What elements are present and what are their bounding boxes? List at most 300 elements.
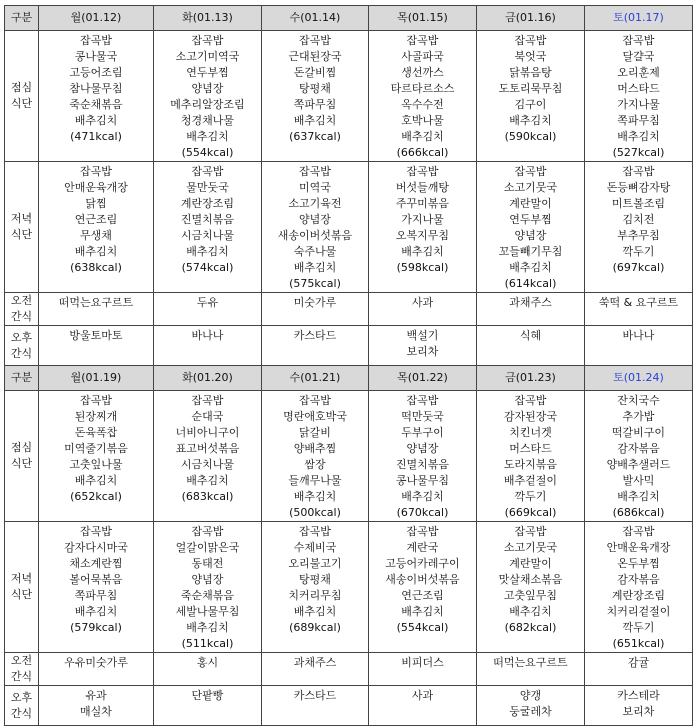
menu-item: 추가밥	[622, 410, 655, 423]
menu-item: 우유미숫가루	[64, 656, 128, 669]
meal-type-label-line: 오전	[10, 294, 33, 307]
menu-item: 매실차	[80, 705, 112, 718]
meal-type-label-line: 식단	[10, 457, 33, 470]
menu-item: 떠먹는요구르트	[58, 296, 134, 309]
menu-item: 배추김치	[293, 490, 337, 503]
menu-item: (697kcal)	[612, 261, 665, 274]
menu-cell	[154, 326, 262, 366]
menu-item: 바나나	[191, 329, 224, 342]
menu-cell	[585, 326, 693, 366]
header-category: 구분	[5, 6, 39, 31]
menu-item: 옥수수전	[401, 98, 444, 111]
menu-item: 배추김치	[293, 261, 337, 274]
menu-item: (574kcal)	[181, 261, 234, 274]
menu-cell	[39, 31, 154, 162]
menu-item: 오복지무침	[395, 229, 450, 242]
menu-item: 계란장조림	[611, 589, 666, 602]
menu-item: 유과	[85, 689, 107, 702]
menu-cell	[154, 522, 262, 653]
menu-item: 방울토마토	[69, 329, 123, 342]
menu-item: 잡곡밥	[299, 34, 331, 47]
menu-item: 동태전	[191, 557, 224, 570]
menu-item: 배추김치	[186, 474, 229, 487]
menu-item: 꼬들빼기무침	[498, 245, 563, 258]
meal-row	[5, 31, 693, 162]
menu-item: 연두부찜	[509, 213, 552, 226]
menu-item: 잡곡밥	[80, 394, 112, 407]
menu-item: 잡곡밥	[622, 525, 655, 538]
menu-cell	[262, 522, 369, 653]
menu-cell	[154, 162, 262, 293]
meal-type-label-line: 간식	[10, 346, 33, 360]
menu-cell	[585, 162, 693, 293]
menu-item: 호박나물	[401, 114, 444, 127]
meal-row	[5, 686, 693, 726]
menu-item: 잡곡밥	[514, 394, 547, 407]
meal-type-label	[5, 162, 39, 293]
menu-item: 배추김치	[74, 605, 118, 618]
day-header: 토(01.17)	[585, 6, 693, 31]
menu-item: (669kcal)	[504, 506, 557, 519]
menu-item: 배추김치	[74, 245, 118, 258]
menu-item: 주꾸미볶음	[395, 197, 450, 210]
menu-item: 오리훈제	[617, 66, 660, 79]
menu-item: 들깨무나물	[288, 474, 342, 487]
day-header: 금(01.16)	[477, 6, 585, 31]
menu-item: 치커리겉절이	[606, 605, 671, 618]
menu-item: 양배추찜	[293, 442, 337, 455]
day-header: 월(01.19)	[39, 366, 154, 391]
menu-item: 죽순채볶음	[180, 589, 235, 602]
menu-item: 양념장	[514, 229, 547, 242]
menu-item: 고춧잎나물	[69, 458, 123, 471]
meal-type-label-line: 점심	[10, 441, 33, 454]
menu-item: 잡곡밥	[299, 394, 331, 407]
menu-item: 닭찜	[85, 197, 107, 210]
menu-item: 양념장	[299, 213, 331, 226]
menu-item: 소고기미역국	[175, 50, 240, 63]
menu-item: 떠먹는요구르트	[493, 656, 568, 669]
menu-item: 고등어조림	[69, 66, 123, 79]
menu-item: 순대국	[191, 410, 224, 423]
meal-plan-table	[4, 5, 693, 726]
menu-item: 단팥빵	[191, 689, 224, 702]
menu-item: 시금치나물	[180, 458, 235, 471]
menu-cell	[477, 293, 585, 326]
menu-item: 가지나물	[617, 98, 660, 111]
meal-row	[5, 326, 693, 366]
menu-item: 미역줄기볶음	[64, 442, 128, 455]
menu-item: 탕평채	[299, 573, 331, 586]
menu-item: 메추리알장조림	[170, 98, 245, 111]
menu-item: 둥굴레차	[509, 705, 552, 718]
menu-item: 사과	[411, 689, 434, 702]
day-header: 토(01.24)	[585, 366, 693, 391]
menu-item: (527kcal)	[612, 146, 665, 159]
menu-item: 쪽파무침	[293, 98, 337, 111]
menu-cell	[154, 31, 262, 162]
menu-cell	[39, 326, 154, 366]
meal-type-label	[5, 326, 39, 366]
menu-cell	[585, 653, 693, 686]
menu-item: 얼갈이맑은국	[175, 541, 240, 554]
menu-item: (670kcal)	[396, 506, 449, 519]
menu-item: 새송이버섯볶음	[385, 573, 460, 586]
menu-cell	[369, 391, 477, 522]
menu-item: 배추김치	[509, 114, 552, 127]
header-category: 구분	[5, 366, 39, 391]
menu-item: 잡곡밥	[80, 34, 112, 47]
menu-item: 소고기육전	[288, 197, 342, 210]
menu-item: 비피더스	[401, 656, 444, 669]
menu-item: (652kcal)	[70, 490, 122, 503]
menu-item: 잡곡밥	[406, 394, 439, 407]
menu-item: 잡곡밥	[80, 525, 112, 538]
menu-item: 배추김치	[401, 490, 444, 503]
menu-item: 달걀국	[622, 50, 655, 63]
menu-item: 과채주스	[509, 296, 552, 309]
menu-item: 안매운육개장	[64, 181, 128, 194]
menu-item: 배추김치	[293, 114, 337, 127]
meal-type-label-line: 식단	[10, 228, 33, 241]
menu-item: 미숫가루	[293, 296, 337, 309]
menu-cell	[154, 653, 262, 686]
menu-item: 숙주나물	[293, 245, 337, 258]
menu-item: 탕평채	[299, 82, 331, 95]
menu-item: 진멸치볶음	[180, 213, 235, 226]
menu-item: 카스타드	[293, 689, 337, 702]
menu-item: 청경채나물	[180, 114, 235, 127]
menu-item: 오리불고기	[288, 557, 342, 570]
menu-cell	[369, 686, 477, 726]
menu-item: (554kcal)	[396, 621, 449, 634]
menu-item: 홍시	[196, 656, 219, 669]
menu-item: (511kcal)	[181, 637, 234, 650]
meal-type-label	[5, 391, 39, 522]
menu-item: 돈갈비찜	[293, 66, 337, 79]
menu-cell	[477, 686, 585, 726]
menu-item: 감자다시마국	[64, 541, 128, 554]
menu-item: 잡곡밥	[406, 34, 439, 47]
menu-item: 잡곡밥	[406, 165, 439, 178]
menu-item: 세발나물무침	[175, 605, 240, 618]
menu-item: 잡곡밥	[191, 525, 224, 538]
day-header: 수(01.21)	[262, 366, 369, 391]
day-header: 목(01.22)	[369, 366, 477, 391]
menu-cell	[369, 162, 477, 293]
menu-item: 계란장조림	[180, 197, 235, 210]
menu-item: 너비아니구이	[175, 426, 240, 439]
menu-item: 안매운육개장	[606, 541, 671, 554]
menu-cell	[585, 522, 693, 653]
menu-item: 잡곡밥	[191, 394, 224, 407]
menu-cell	[39, 653, 154, 686]
menu-item: 근대된장국	[288, 50, 342, 63]
menu-item: 바나나	[622, 329, 655, 342]
menu-cell	[477, 326, 585, 366]
menu-item: (575kcal)	[289, 277, 341, 290]
menu-item: 연두부찜	[186, 66, 229, 79]
menu-item: 김구이	[514, 98, 547, 111]
menu-item: 물만둣국	[186, 181, 229, 194]
menu-item: 보리차	[622, 705, 655, 718]
menu-item: 잡곡밥	[80, 165, 112, 178]
menu-cell	[154, 293, 262, 326]
menu-item: 배추김치	[401, 130, 444, 143]
menu-item: 부추무침	[617, 229, 660, 242]
meal-type-label-line: 식단	[10, 588, 33, 601]
menu-item: (500kcal)	[289, 506, 341, 519]
menu-cell	[477, 653, 585, 686]
meal-row	[5, 653, 693, 686]
meal-type-label-line: 간식	[10, 670, 33, 683]
menu-item: 백설기	[406, 329, 439, 342]
menu-item: 양갱	[519, 689, 542, 702]
menu-cell	[39, 522, 154, 653]
menu-item: 미역국	[299, 181, 331, 194]
menu-item: 배추김치	[401, 605, 444, 618]
menu-item: 죽순채볶음	[69, 98, 123, 111]
meal-row	[5, 391, 693, 522]
menu-item: 돈등뼈감자탕	[606, 181, 671, 194]
menu-item: 명란애호박국	[283, 410, 347, 423]
menu-item: 떡갈비구이	[611, 426, 666, 439]
menu-item: 고춧잎무침	[503, 589, 558, 602]
menu-item: 연근조림	[401, 589, 444, 602]
menu-item: (689kcal)	[289, 621, 341, 634]
menu-item: 치킨너겟	[509, 426, 552, 439]
menu-item: 도토리묵무침	[498, 82, 563, 95]
menu-item: 배추김치	[186, 130, 229, 143]
day-header: 월(01.12)	[39, 6, 154, 31]
meal-type-label	[5, 653, 39, 686]
menu-cell	[369, 293, 477, 326]
menu-item: 계란말이	[509, 197, 552, 210]
menu-item: 도라지볶음	[503, 458, 558, 471]
menu-item: 배추김치	[186, 245, 229, 258]
menu-cell	[477, 391, 585, 522]
menu-item: 과채주스	[293, 656, 337, 669]
menu-item: 된장찌개	[74, 410, 118, 423]
menu-cell	[262, 653, 369, 686]
menu-item: 김치전	[622, 213, 655, 226]
meal-type-label	[5, 31, 39, 162]
menu-item: 사과	[411, 296, 434, 309]
menu-item: 깍두기	[622, 621, 655, 634]
menu-item: 잡곡밥	[514, 525, 547, 538]
menu-cell	[585, 686, 693, 726]
menu-cell	[39, 293, 154, 326]
menu-item: 배추김치	[401, 245, 444, 258]
day-header: 금(01.23)	[477, 366, 585, 391]
menu-item: (554kcal)	[181, 146, 234, 159]
menu-item: 배추김치	[74, 474, 118, 487]
menu-item: (471kcal)	[70, 130, 122, 143]
menu-item: 보리차	[406, 345, 439, 358]
menu-cell	[585, 31, 693, 162]
week-header-row	[5, 366, 693, 391]
menu-item: 버섯들깨탕	[395, 181, 450, 194]
menu-cell	[585, 293, 693, 326]
menu-cell	[154, 686, 262, 726]
menu-item: 깍두기	[622, 245, 655, 258]
day-header: 화(01.20)	[154, 366, 262, 391]
menu-item: 소고기뭇국	[503, 541, 558, 554]
menu-item: (590kcal)	[504, 130, 557, 143]
meal-row	[5, 162, 693, 293]
menu-item: 잡곡밥	[191, 165, 224, 178]
menu-cell	[369, 326, 477, 366]
menu-item: 진멸치볶음	[395, 458, 450, 471]
menu-item: 콩나물무침	[395, 474, 450, 487]
menu-item: 잡곡밥	[514, 34, 547, 47]
menu-item: 배추김치	[186, 621, 229, 634]
meal-type-label-line: 식단	[10, 97, 33, 110]
menu-cell	[39, 686, 154, 726]
meal-type-label-line: 점심	[10, 81, 33, 94]
menu-item: 두유	[196, 296, 219, 309]
menu-item: 닭갈비	[299, 426, 331, 439]
menu-item: 발사믹	[622, 474, 655, 487]
menu-item: 감귤	[627, 656, 650, 669]
menu-item: 머스타드	[509, 442, 552, 455]
menu-item: 배추김치	[293, 605, 337, 618]
menu-item: 돈육폭찹	[74, 426, 118, 439]
menu-item: 쪽파무침	[617, 114, 660, 127]
menu-item: 배추김치	[617, 130, 660, 143]
menu-cell	[262, 326, 369, 366]
menu-cell	[477, 522, 585, 653]
menu-item: 온두부찜	[617, 557, 660, 570]
menu-item: 감자볶음	[617, 573, 660, 586]
menu-item: 미트볼조림	[611, 197, 666, 210]
menu-item: 머스타드	[617, 82, 660, 95]
day-header: 수(01.14)	[262, 6, 369, 31]
meal-type-label-line: 간식	[10, 706, 33, 720]
menu-item: 계란말이	[509, 557, 552, 570]
menu-item: 배추김치	[509, 261, 552, 274]
menu-item: 양념장	[191, 573, 224, 586]
meal-type-label-line: 저녁	[10, 572, 33, 585]
day-header: 목(01.15)	[369, 6, 477, 31]
menu-item: 배추김치	[617, 490, 660, 503]
menu-item: 고등어카레구이	[385, 557, 460, 570]
menu-item: 참나물무침	[69, 82, 123, 95]
menu-item: 잡곡밥	[514, 165, 547, 178]
menu-item: 잡곡밥	[299, 525, 331, 538]
menu-item: 잔치국수	[617, 394, 660, 407]
menu-item: 계란국	[406, 541, 439, 554]
menu-item: (686kcal)	[612, 506, 665, 519]
meal-row	[5, 293, 693, 326]
meal-type-label-line: 오후	[10, 330, 33, 344]
menu-item: 볼어묵볶음	[69, 573, 123, 586]
menu-item: 떡만둣국	[401, 410, 444, 423]
menu-cell	[369, 653, 477, 686]
menu-item: 연근조림	[74, 213, 118, 226]
menu-item: 양배추샐러드	[606, 458, 671, 471]
menu-item: 생선까스	[401, 66, 444, 79]
menu-cell	[262, 391, 369, 522]
menu-item: (579kcal)	[70, 621, 122, 634]
menu-item: 무생채	[80, 229, 112, 242]
menu-item: (651kcal)	[612, 637, 665, 650]
menu-item: 시금치나물	[180, 229, 235, 242]
menu-item: 북엇국	[514, 50, 547, 63]
menu-cell	[39, 391, 154, 522]
menu-item: 배추겉절이	[503, 474, 558, 487]
menu-item: 깍두기	[514, 490, 547, 503]
meal-type-label-line: 오후	[10, 690, 33, 704]
menu-item: (638kcal)	[70, 261, 122, 274]
menu-item: 사골파국	[401, 50, 444, 63]
menu-item: 닭볶음탕	[509, 66, 552, 79]
menu-cell	[477, 162, 585, 293]
menu-item: 소고기뭇국	[503, 181, 558, 194]
menu-item: 배추김치	[74, 114, 118, 127]
menu-cell	[369, 522, 477, 653]
menu-cell	[585, 391, 693, 522]
menu-item: 쪽파무침	[74, 589, 118, 602]
menu-item: 채소계란찜	[69, 557, 123, 570]
meal-type-label	[5, 686, 39, 726]
menu-cell	[477, 31, 585, 162]
menu-cell	[262, 293, 369, 326]
menu-item: 잡곡밥	[406, 525, 439, 538]
menu-item: 양념장	[191, 82, 224, 95]
meal-type-label	[5, 293, 39, 326]
menu-cell	[154, 391, 262, 522]
menu-item: 새송이버섯볶음	[277, 229, 353, 242]
menu-item: 잡곡밥	[299, 165, 331, 178]
menu-item: 카스타드	[293, 329, 337, 342]
meal-type-label	[5, 522, 39, 653]
menu-item: (666kcal)	[396, 146, 449, 159]
menu-item: (598kcal)	[396, 261, 449, 274]
menu-item: 감자볶음	[617, 442, 660, 455]
menu-item: 가지나물	[401, 213, 444, 226]
menu-cell	[262, 31, 369, 162]
meal-type-label-line: 오전	[10, 654, 33, 667]
menu-item: 표고버섯볶음	[175, 442, 240, 455]
meal-row	[5, 522, 693, 653]
menu-item: 잡곡밥	[622, 165, 655, 178]
menu-cell	[369, 31, 477, 162]
menu-item: 감자된장국	[503, 410, 558, 423]
menu-item: 잡곡밥	[622, 34, 655, 47]
menu-cell	[39, 162, 154, 293]
meal-type-label-line: 간식	[10, 310, 33, 323]
menu-item: 카스테라	[617, 689, 660, 702]
menu-item: 콩나물국	[74, 50, 118, 63]
menu-item: (614kcal)	[504, 277, 557, 290]
menu-item: 쌈장	[304, 458, 326, 471]
menu-item: 치커리무침	[288, 589, 342, 602]
menu-cell	[262, 686, 369, 726]
menu-item: 식혜	[519, 329, 542, 342]
menu-item: 잡곡밥	[191, 34, 224, 47]
week-header-row	[5, 6, 693, 31]
menu-item: 타르타르소스	[390, 82, 455, 95]
day-header: 화(01.13)	[154, 6, 262, 31]
menu-item: 배추김치	[509, 605, 552, 618]
menu-item: (682kcal)	[504, 621, 557, 634]
meal-type-label-line: 저녁	[10, 212, 33, 225]
menu-cell	[262, 162, 369, 293]
menu-item: (637kcal)	[289, 130, 341, 143]
menu-item: 맛살채소볶음	[498, 573, 563, 586]
menu-item: 양념장	[406, 442, 439, 455]
